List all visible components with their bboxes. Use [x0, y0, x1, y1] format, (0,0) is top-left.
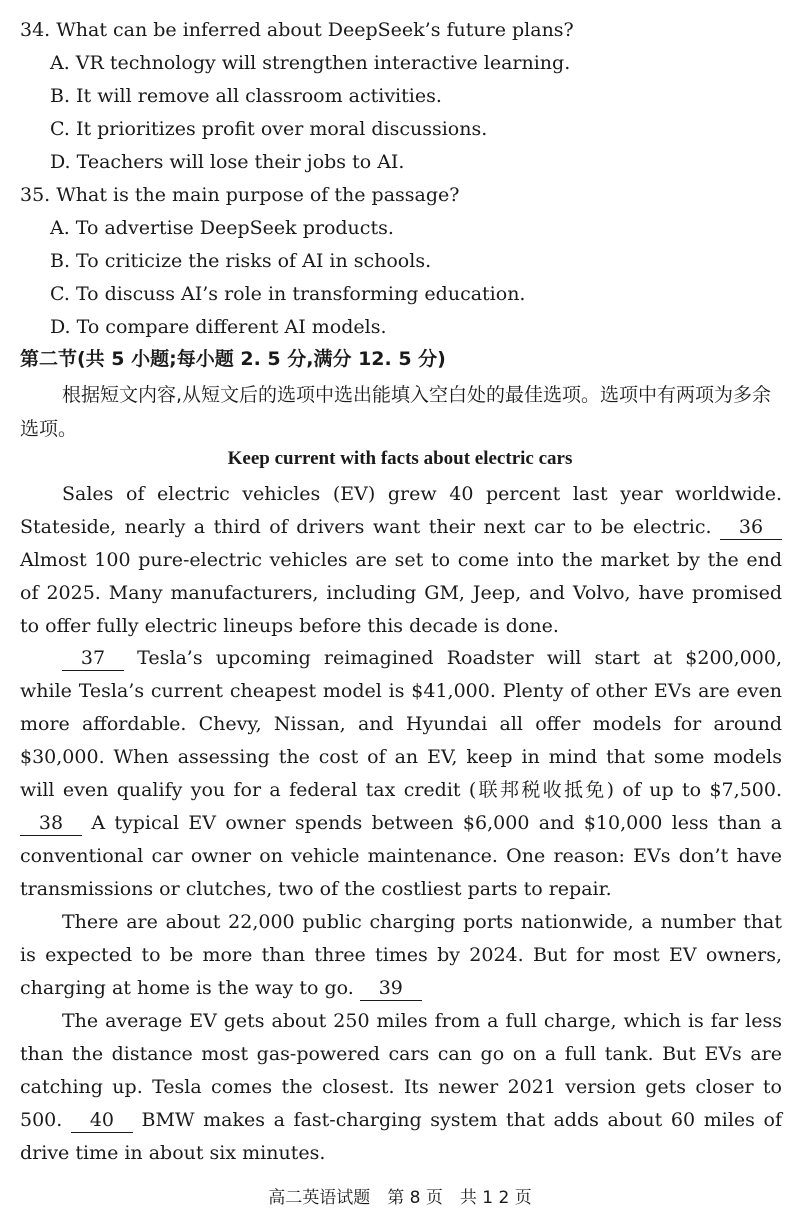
paragraph-4-text-before: The average EV gets about 250 miles from a full charge, which is far less than the distance most gas-powered cars can go on a full tank. But EVs are catching up. Tesla comes the closest. Its newer 2021 version gets closer to 500. [20, 1010, 782, 1131]
question-35-option-b: B. To criticize the risks of AI in schools. [50, 250, 432, 272]
question-35-option-d: D. To compare different AI models. [50, 316, 387, 338]
blank-36: 36 [720, 515, 782, 540]
question-35-stem: 35. What is the main purpose of the passage? [20, 184, 460, 206]
passage-paragraph-4 [20, 1005, 782, 1170]
blank-40: 40 [71, 1108, 133, 1133]
question-34-stem: 34. What can be inferred about DeepSeek’s future plans? [20, 19, 574, 41]
question-35-option-a: A. To advertise DeepSeek products. [50, 217, 394, 239]
question-34-option-d: D. Teachers will lose their jobs to AI. [50, 151, 405, 173]
question-34-option-b: B. It will remove all classroom activities. [50, 85, 442, 107]
question-34-option-c: C. It prioritizes profit over moral discussions. [50, 118, 488, 140]
passage-paragraph-2 [20, 642, 782, 906]
paragraph-4-text-after: BMW makes a fast-charging system that adds about 60 miles of drive time in about six minutes. [20, 1109, 782, 1164]
question-34-option-a: A. VR technology will strengthen interactive learning. [50, 52, 571, 74]
paragraph-1-text-before: Sales of electric vehicles (EV) grew 40 percent last year worldwide. Stateside, nearly a third of drivers want their next car to be electric. [20, 483, 782, 538]
section-instruction: 根据短文内容,从短文后的选项中选出能填入空白处的最佳选项。选项中有两项为多余选项。 [20, 384, 772, 440]
blank-39: 39 [360, 976, 422, 1001]
page-footer: 高二英语试题 第 8 页 共 1 2 页 [268, 1188, 532, 1208]
paragraph-3-text: There are about 22,000 public charging ports nationwide, a number that is expected to be more than three times by 2024. But for most EV owners, charging at home is the way to go. [20, 911, 782, 999]
passage-title: Keep current with facts about electric cars [227, 448, 573, 469]
passage-paragraph-3 [20, 906, 782, 1005]
blank-37: 37 [62, 646, 124, 671]
question-35-option-c: C. To discuss AI’s role in transforming education. [50, 283, 526, 305]
paragraph-1-text-after: Almost 100 pure-electric vehicles are set to come into the market by the end of 2025. Many manufacturers, including GM, Jeep, and Volvo, have promised to offer fully electric lineups before this decade is done. [20, 549, 782, 637]
passage-paragraph-1 [20, 478, 782, 643]
blank-38: 38 [20, 811, 82, 836]
paragraph-2-text-2: A typical EV owner spends between $6,000 and $10,000 less than a conventional car owner on vehicle maintenance. One reason: EVs don’t have transmissions or clutches, two of the costliest parts to repair. [20, 812, 782, 900]
section-heading: 第二节(共 5 小题;每小题 2. 5 分,满分 12. 5 分) [20, 348, 446, 370]
paragraph-2-text-1: Tesla’s upcoming reimagined Roadster will start at $200,000, while Tesla’s current cheapest model is $41,000. Plenty of other EVs are even more affordable. Chevy, Nissan, and Hyundai all offer models for around $30,000. When assessing the cost of an EV, keep in mind that some models will even qualify you for a federal tax credit (联邦税收抵免) of up to $7,500. [20, 647, 782, 801]
